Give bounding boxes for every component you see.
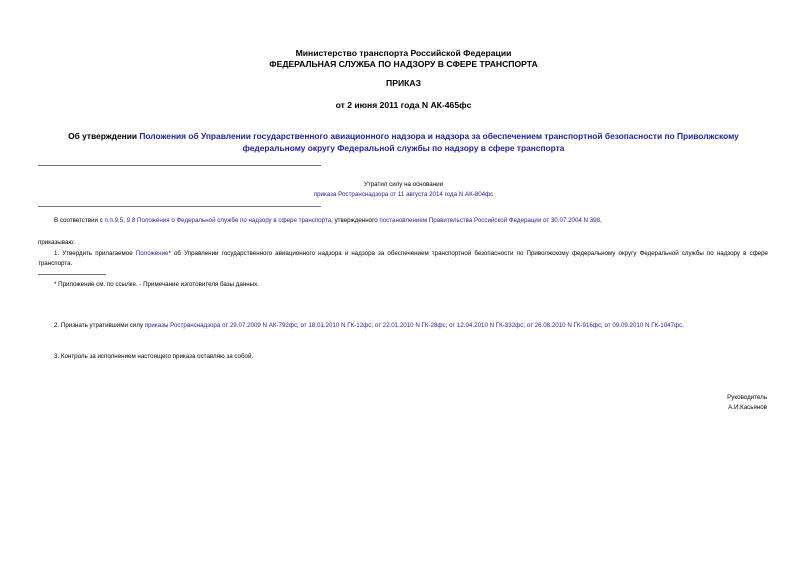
item-1-link[interactable]: Положение <box>135 250 169 257</box>
item-2-text: ; <box>297 322 301 329</box>
item-2-link[interactable]: от 09.09.2010 N ГК-1047фс <box>604 322 683 329</box>
footnote-divider <box>38 274 106 275</box>
preamble-link-decree[interactable]: постановлением Правительства Российской Федерации от 30.07.2004 N 398 <box>379 217 601 224</box>
document-date-number: от 2 июня 2011 года N АК-465фс <box>335 100 472 110</box>
repeal-status-link[interactable]: приказа Ространснадзора от 11 августа 2014 года N АК-804фс <box>313 191 494 198</box>
signature-name: А.И.Касьянов <box>728 404 767 412</box>
item-2-link[interactable]: от 26.08.2010 N ГК-916фс <box>526 322 602 329</box>
preamble-link-regulation[interactable]: 9.8 Положения о Федеральной службе по надзору в сфере транспорта <box>126 217 332 224</box>
footnote: * Приложение см. по ссылке. - Примечание изготовителя базы данных. <box>54 281 259 288</box>
item-3: 3. Контроль за исполнением настоящего приказа оставляю за собой. <box>54 353 254 360</box>
service-name: ФЕДЕРАЛЬНАЯ СЛУЖБА ПО НАДЗОРУ В СФЕРЕ ТРАНСПОРТА <box>269 58 538 69</box>
ministry-name: Министерство транспорта Российской Федерации <box>295 48 512 58</box>
preamble-paragraph <box>38 216 768 226</box>
preamble-text: В соответствии с <box>54 217 105 224</box>
item-1-text: * об Управлении государственного авиационного надзора и надзора за обеспечением транспортной безопасности по Приволжскому федеральному округу Федеральной службы по надзору в сфере транспорта. <box>38 250 768 268</box>
signature-role: Руководитель <box>727 394 767 401</box>
item-2-link[interactable]: от 18.01.2010 N ГК-12фс <box>300 322 372 329</box>
item-2-link[interactable]: от 22.01.2010 N ГК-28фс <box>374 322 446 329</box>
item-2-text: . <box>682 322 684 329</box>
title-prefix: Об утверждении <box>68 131 140 141</box>
divider-bottom <box>38 206 321 207</box>
repeal-status-text: Утратил силу на основании <box>363 181 444 188</box>
preamble-text: , <box>600 217 602 224</box>
document-type: ПРИКАЗ <box>386 78 421 88</box>
item-2-link[interactable]: от 12.04.2010 N ГК-332фс <box>449 322 524 329</box>
item-2-text: ; <box>371 322 375 329</box>
preamble-text: , <box>123 217 127 224</box>
signature-block <box>727 393 767 413</box>
item-1 <box>38 249 768 269</box>
item-2-text: 2. Признать утратившими силу <box>54 322 145 329</box>
item-2-text: ; <box>445 322 450 329</box>
item-2-text: ; <box>601 322 605 329</box>
item-1-text: 1. Утвердить прилагаемое <box>54 250 136 257</box>
repeal-status <box>0 180 807 200</box>
item-2-text: ; <box>523 322 527 329</box>
preamble-link-clause[interactable]: п.п.9.5 <box>104 217 124 224</box>
document-header <box>0 48 807 69</box>
order-word: приказываю: <box>38 239 75 246</box>
divider-top <box>38 165 321 166</box>
document-title <box>40 131 767 154</box>
preamble-text: , утвержденного <box>331 217 380 224</box>
item-2-link[interactable]: приказы Ространснадзора от 29.07.2009 N АК-792фс <box>144 322 298 329</box>
item-2 <box>38 321 768 331</box>
title-link[interactable]: Положения об Управлении государственного авиационного надзора и надзора за обеспечением транспортной безопасности по Приволжскому федеральному округу Федеральной службы по надзору в сфере транспорта <box>139 131 739 153</box>
